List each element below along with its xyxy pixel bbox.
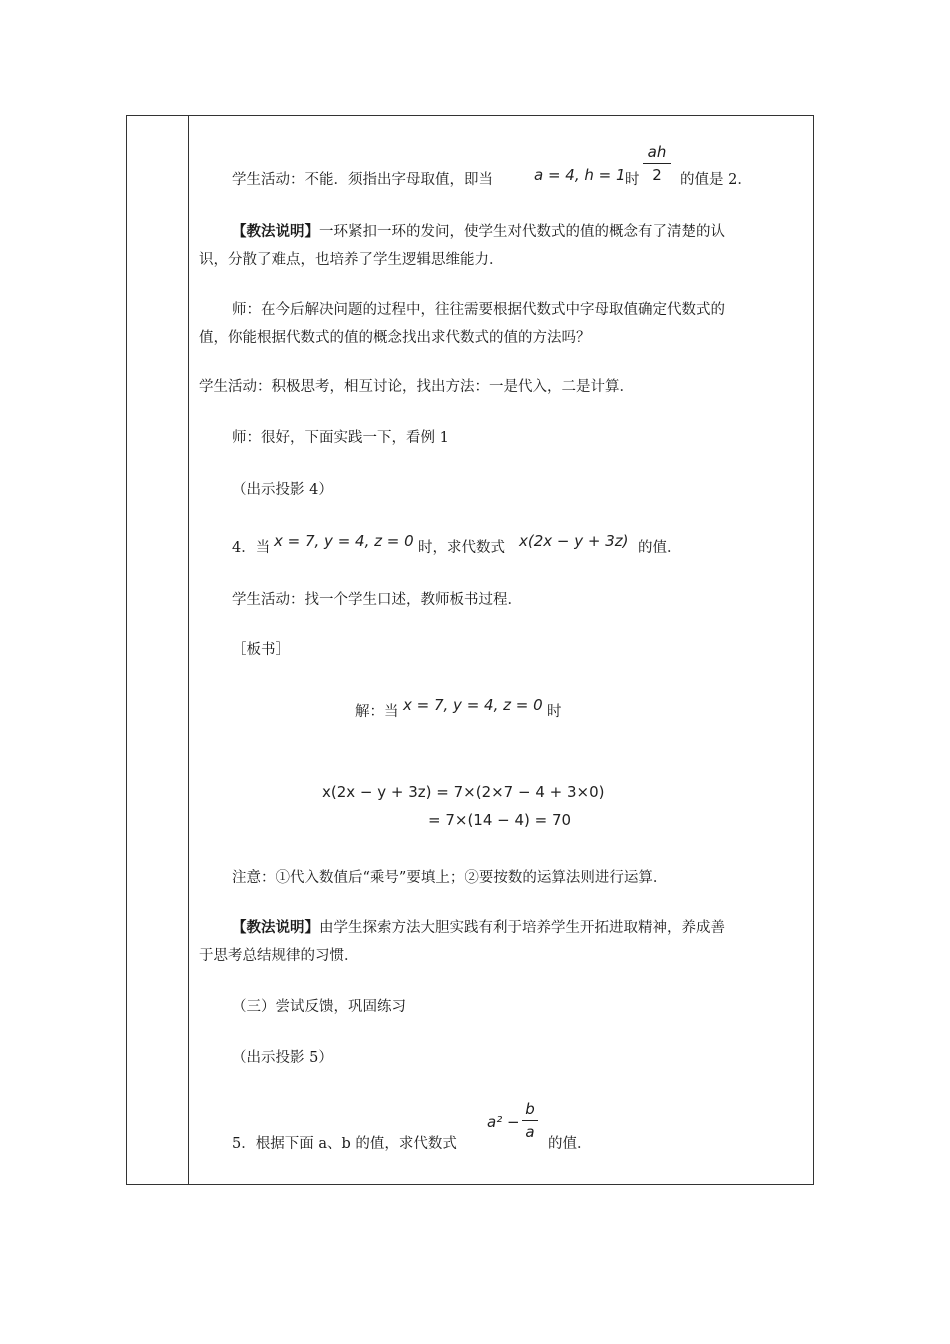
solution-prefix: 解：当 bbox=[355, 704, 399, 720]
exercise-5-prefix: 5．根据下面 a、b 的值，求代数式 bbox=[232, 1136, 457, 1152]
exercise-5-suffix: 的值． bbox=[548, 1136, 592, 1152]
p1-frac-den: 2 bbox=[652, 166, 662, 184]
exercise-5-a-squared: a² − bbox=[487, 1113, 520, 1131]
teacher-question-line-1: 师：在今后解决问题的过程中，往往需要根据代数式中字母取值确定代数式的 bbox=[232, 302, 725, 318]
fraction-bar bbox=[643, 163, 671, 164]
student-activity-line-2: 学生活动：积极思考，相互讨论，找出方法：一是代入，二是计算． bbox=[199, 379, 634, 395]
teaching-note-2-line-2: 于思考总结规律的习惯． bbox=[199, 948, 359, 964]
attention-note: 注意：①代入数值后“乘号”要填上；②要按数的运算法则进行运算． bbox=[232, 870, 668, 886]
table-frame bbox=[126, 115, 814, 1185]
exercise-5-fraction bbox=[522, 1100, 538, 1141]
teacher-example-line: 师：很好，下面实践一下，看例 1 bbox=[232, 430, 449, 446]
section-3-heading: （三）尝试反馈，巩固练习 bbox=[232, 999, 406, 1015]
p1-suffix: 的值是 2． bbox=[680, 172, 752, 188]
student-activity-line-1 bbox=[232, 170, 493, 190]
solution-suffix: 时 bbox=[547, 704, 562, 720]
exercise-5-frac-num: b bbox=[525, 1100, 535, 1118]
p12-line1-text: 由学生探索方法大胆实践有利于培养学生开拓进取精神，养成善 bbox=[319, 920, 725, 936]
projection-5-label: （出示投影 5） bbox=[232, 1050, 333, 1066]
teaching-note-tag: 【教法说明】 bbox=[232, 223, 319, 240]
p1-frac-num: ah bbox=[647, 143, 667, 161]
p1-fraction bbox=[643, 143, 671, 184]
p1-math: a = 4, h = 1 bbox=[534, 166, 626, 184]
p1-prefix: 学生活动：不能．须指出字母取值，即当 bbox=[232, 172, 493, 188]
example-4-prefix: 4．当 bbox=[232, 540, 271, 556]
fraction-bar bbox=[522, 1120, 538, 1121]
example-4-suffix: 的值． bbox=[638, 540, 682, 556]
example-4-mid: 时，求代数式 bbox=[418, 540, 505, 556]
teaching-note-tag: 【教法说明】 bbox=[232, 919, 319, 936]
equation-line-1: x(2x − y + 3z) = 7×(2×7 − 4 + 3×0) bbox=[322, 783, 605, 801]
exercise-5-frac-den: a bbox=[525, 1123, 535, 1141]
solution-values: x = 7, y = 4, z = 0 bbox=[403, 696, 543, 714]
equation-line-2: = 7×(14 − 4) = 70 bbox=[428, 811, 572, 829]
table-column-divider bbox=[188, 115, 189, 1185]
student-activity-line-3: 学生活动：找一个学生口述，教师板书过程． bbox=[232, 592, 522, 608]
teacher-question-line-2: 值，你能根据代数式的值的概念找出求代数式的值的方法吗？ bbox=[199, 330, 591, 346]
example-4-values: x = 7, y = 4, z = 0 bbox=[274, 532, 414, 550]
teaching-note-2-line-1 bbox=[232, 918, 725, 938]
projection-4-label: （出示投影 4） bbox=[232, 482, 333, 498]
teaching-note-1-line-2: 识，分散了难点，也培养了学生逻辑思维能力． bbox=[199, 252, 504, 268]
p2-line1-text: 一环紧扣一环的发问，使学生对代数式的值的概念有了清楚的认 bbox=[319, 224, 725, 240]
teaching-note-1-line-1 bbox=[232, 222, 725, 242]
p1-mid: 时 bbox=[625, 172, 640, 188]
blackboard-label: ［板书］ bbox=[232, 642, 290, 658]
example-4-expression: x(2x − y + 3z) bbox=[519, 532, 629, 550]
